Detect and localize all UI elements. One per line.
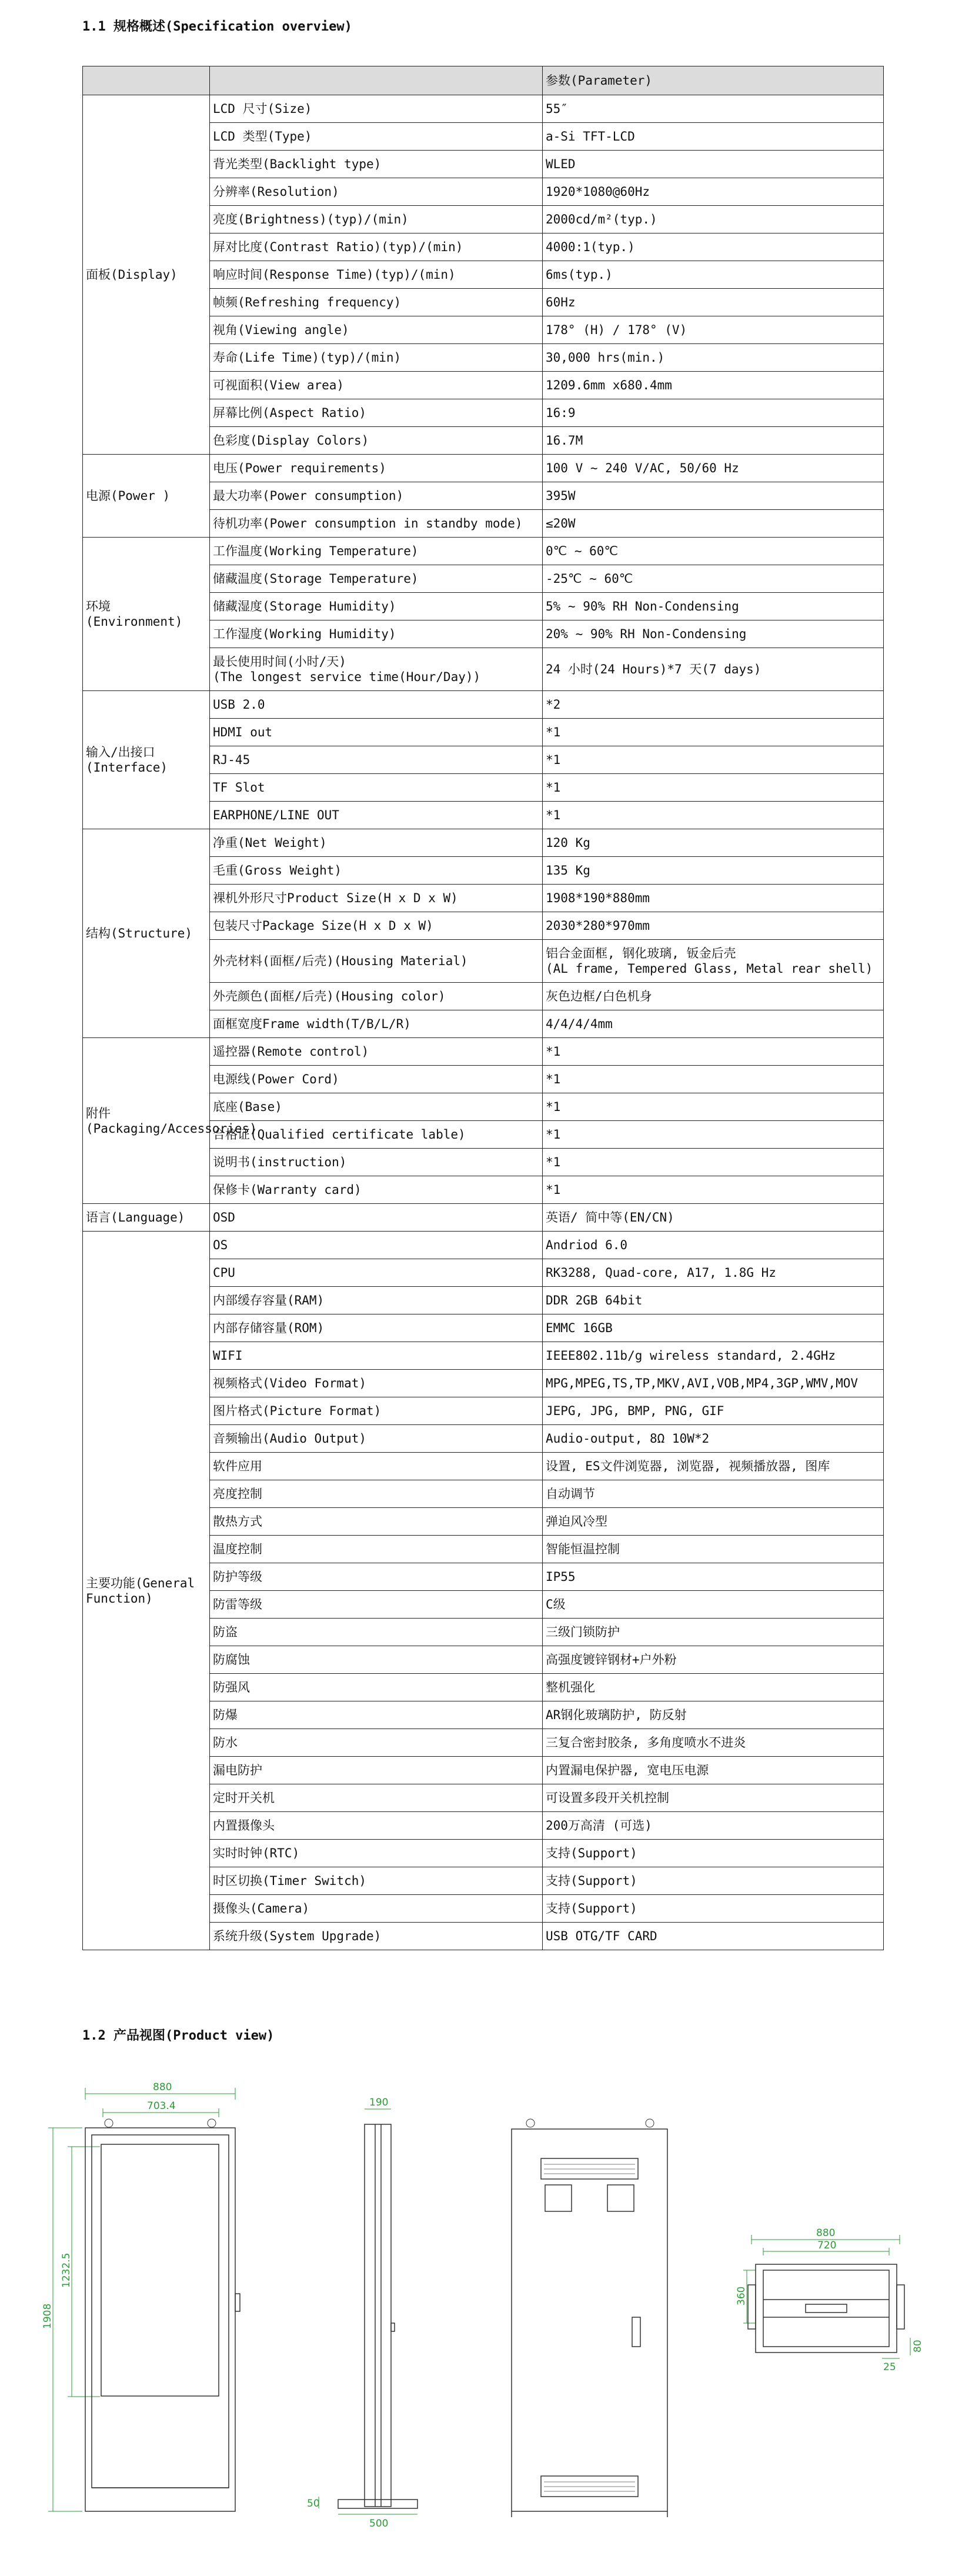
item-cell: 底座(Base) [210, 1093, 543, 1121]
value-cell: *1 [543, 746, 884, 774]
value-cell: 支持(Support) [543, 1895, 884, 1923]
item-cell: 内部缓存容量(RAM) [210, 1287, 543, 1314]
item-cell: CPU [210, 1259, 543, 1287]
value-cell: 铝合金面框, 钢化玻璃, 钣金后壳 (AL frame, Tempered Glass, Metal rear shell) [543, 940, 884, 983]
item-cell: 储藏温度(Storage Temperature) [210, 565, 543, 593]
item-cell: 说明书(instruction) [210, 1149, 543, 1176]
front-view-drawing [35, 2076, 259, 2523]
side-depth-label: 190 [369, 2097, 389, 2108]
item-cell: 可视面积(View area) [210, 372, 543, 399]
value-cell: 整机强化 [543, 1674, 884, 1701]
value-cell: 4/4/4/4mm [543, 1010, 884, 1038]
table-row [83, 455, 884, 482]
value-cell: 200万高清 (可选) [543, 1812, 884, 1840]
item-cell: HDMI out [210, 719, 543, 746]
item-cell: 时区切换(Timer Switch) [210, 1867, 543, 1895]
value-cell: 30,000 hrs(min.) [543, 344, 884, 372]
value-cell: 120 Kg [543, 829, 884, 857]
category-cell: 附件(Packaging/Accessories) [83, 1038, 210, 1204]
spec-table [82, 66, 884, 1950]
value-cell: *1 [543, 1176, 884, 1204]
item-cell: 内置摄像头 [210, 1812, 543, 1840]
value-cell: 5% ~ 90% RH Non-Condensing [543, 593, 884, 620]
item-cell: 帧频(Refreshing frequency) [210, 289, 543, 316]
item-cell: 外壳材料(面框/后壳)(Housing Material) [210, 940, 543, 983]
category-cell: 语言(Language) [83, 1204, 210, 1232]
item-cell: 屏幕比例(Aspect Ratio) [210, 399, 543, 427]
side-view-drawing [306, 2076, 435, 2530]
value-cell: *1 [543, 774, 884, 802]
item-cell: 视频格式(Video Format) [210, 1370, 543, 1397]
back-bolt-right [646, 2119, 654, 2127]
value-cell: 智能恒温控制 [543, 1536, 884, 1563]
item-cell: 寿命(Life Time)(typ)/(min) [210, 344, 543, 372]
header-cell [210, 66, 543, 95]
side-foot-label: 50 [307, 2498, 320, 2510]
item-cell: 裸机外形尺寸Product Size(H x D x W) [210, 885, 543, 912]
value-cell: *1 [543, 1093, 884, 1121]
front-inner-width-label: 703.4 [147, 2100, 176, 2112]
table-row [83, 1204, 884, 1232]
top-small1-label: 25 [883, 2361, 896, 2373]
value-cell: 20% ~ 90% RH Non-Condensing [543, 620, 884, 648]
section-1-title: 1.1 规格概述(Specification overview) [82, 19, 352, 34]
value-cell: 0℃ ~ 60℃ [543, 538, 884, 565]
back-bolt-left [526, 2119, 535, 2127]
item-cell: TF Slot [210, 774, 543, 802]
table-row [83, 829, 884, 857]
table-row [83, 1038, 884, 1066]
category-cell: 结构(Structure) [83, 829, 210, 1038]
value-cell: RK3288, Quad-core, A17, 1.8G Hz [543, 1259, 884, 1287]
item-cell: 摄像头(Camera) [210, 1895, 543, 1923]
header-cell [83, 66, 210, 95]
value-cell: *1 [543, 1038, 884, 1066]
item-cell: 工作温度(Working Temperature) [210, 538, 543, 565]
value-cell: 178° (H) / 178° (V) [543, 316, 884, 344]
item-cell: LCD 尺寸(Size) [210, 95, 543, 123]
item-cell: 电压(Power requirements) [210, 455, 543, 482]
item-cell: 防盗 [210, 1619, 543, 1646]
value-cell: 自动调节 [543, 1480, 884, 1508]
header-parameter: 参数(Parameter) [543, 66, 884, 95]
item-cell: 漏电防护 [210, 1757, 543, 1784]
value-cell: 55″ [543, 95, 884, 123]
item-cell: 视角(Viewing angle) [210, 316, 543, 344]
value-cell: JEPG, JPG, BMP, PNG, GIF [543, 1397, 884, 1425]
value-cell: 支持(Support) [543, 1867, 884, 1895]
top-width-label: 880 [816, 2227, 836, 2239]
item-cell: EARPHONE/LINE OUT [210, 802, 543, 829]
item-cell: 亮度(Brightness)(typ)/(min) [210, 206, 543, 233]
value-cell: *1 [543, 719, 884, 746]
category-cell: 环境(Environment) [83, 538, 210, 691]
category-cell: 输入/出接口(Interface) [83, 691, 210, 829]
item-cell: 色彩度(Display Colors) [210, 427, 543, 455]
value-cell: *2 [543, 691, 884, 719]
value-cell: 三复合密封胶条, 多角度喷水不进炎 [543, 1729, 884, 1757]
value-cell: *1 [543, 1121, 884, 1149]
item-cell: 背光类型(Backlight type) [210, 151, 543, 178]
item-cell: 储藏湿度(Storage Humidity) [210, 593, 543, 620]
item-cell: 工作湿度(Working Humidity) [210, 620, 543, 648]
value-cell: Andriod 6.0 [543, 1232, 884, 1259]
item-cell: OSD [210, 1204, 543, 1232]
value-cell: *1 [543, 1149, 884, 1176]
item-cell: 包装尺寸Package Size(H x D x W) [210, 912, 543, 940]
table-row [83, 1232, 884, 1259]
table-row [83, 691, 884, 719]
item-cell: 定时开关机 [210, 1784, 543, 1812]
value-cell: 内置漏电保护器, 宽电压电源 [543, 1757, 884, 1784]
item-cell: 面框宽度Frame width(T/B/L/R) [210, 1010, 543, 1038]
value-cell: 2030*280*970mm [543, 912, 884, 940]
front-screen-height-label: 1232.5 [61, 2253, 72, 2288]
table-row [83, 538, 884, 565]
value-cell: ≤20W [543, 510, 884, 538]
value-cell: 弹迫风冷型 [543, 1508, 884, 1536]
item-cell: 防雷等级 [210, 1591, 543, 1619]
side-base-label: 500 [369, 2518, 389, 2530]
item-cell: 合格证(Qualified certificate lable) [210, 1121, 543, 1149]
front-bolt-left [105, 2119, 113, 2127]
front-height-label: 1908 [42, 2303, 54, 2329]
item-cell: 待机功率(Power consumption in standby mode) [210, 510, 543, 538]
item-cell: 分辨率(Resolution) [210, 178, 543, 206]
value-cell: AR钢化玻璃防护, 防反射 [543, 1701, 884, 1729]
item-cell: 最大功率(Power consumption) [210, 482, 543, 510]
item-cell: 软件应用 [210, 1453, 543, 1480]
category-cell: 主要功能(General Function) [83, 1232, 210, 1950]
item-cell: 实时时钟(RTC) [210, 1840, 543, 1867]
value-cell: 60Hz [543, 289, 884, 316]
item-cell: 毛重(Gross Weight) [210, 857, 543, 885]
table-row [83, 95, 884, 123]
item-cell: WIFI [210, 1342, 543, 1370]
value-cell: 24 小时(24 Hours)*7 天(7 days) [543, 648, 884, 691]
value-cell: 灰色边框/白色机身 [543, 983, 884, 1010]
item-cell: 最长使用时间(小时/天) (The longest service time(Hour/Day)) [210, 648, 543, 691]
value-cell: IP55 [543, 1563, 884, 1591]
item-cell: 防水 [210, 1729, 543, 1757]
item-cell: USB 2.0 [210, 691, 543, 719]
value-cell: EMMC 16GB [543, 1314, 884, 1342]
table-header-row [83, 66, 884, 95]
value-cell: 1209.6mm x680.4mm [543, 372, 884, 399]
top-view-drawing [723, 2223, 935, 2388]
item-cell: 系统升级(System Upgrade) [210, 1923, 543, 1950]
item-cell: 内部存储容量(ROM) [210, 1314, 543, 1342]
top-depth-label: 360 [736, 2286, 747, 2305]
value-cell: IEEE802.11b/g wireless standard, 2.4GHz [543, 1342, 884, 1370]
item-cell: 防护等级 [210, 1563, 543, 1591]
value-cell: 2000cd/m²(typ.) [543, 206, 884, 233]
section-2-title: 1.2 产品视图(Product view) [82, 2028, 275, 2043]
item-cell: 遥控器(Remote control) [210, 1038, 543, 1066]
item-cell: 保修卡(Warranty card) [210, 1176, 543, 1204]
value-cell: 100 V ~ 240 V/AC, 50/60 Hz [543, 455, 884, 482]
front-bolt-right [208, 2119, 216, 2127]
item-cell: 防腐蚀 [210, 1646, 543, 1674]
value-cell: 设置, ES文件浏览器, 浏览器, 视频播放器, 图库 [543, 1453, 884, 1480]
item-cell: 温度控制 [210, 1536, 543, 1563]
value-cell: 1920*1080@60Hz [543, 178, 884, 206]
item-cell: 防强风 [210, 1674, 543, 1701]
item-cell: 亮度控制 [210, 1480, 543, 1508]
item-cell: 散热方式 [210, 1508, 543, 1536]
item-cell: LCD 类型(Type) [210, 123, 543, 151]
item-cell: OS [210, 1232, 543, 1259]
value-cell: -25℃ ~ 60℃ [543, 565, 884, 593]
value-cell: 395W [543, 482, 884, 510]
value-cell: 支持(Support) [543, 1840, 884, 1867]
value-cell: USB OTG/TF CARD [543, 1923, 884, 1950]
value-cell: 1908*190*880mm [543, 885, 884, 912]
value-cell: Audio-output, 8Ω 10W*2 [543, 1425, 884, 1453]
value-cell: 高强度镀锌钢材+户外粉 [543, 1646, 884, 1674]
value-cell: 6ms(typ.) [543, 261, 884, 289]
value-cell: MPG,MPEG,TS,TP,MKV,AVI,VOB,MP4,3GP,WMV,MOV [543, 1370, 884, 1397]
value-cell: 16.7M [543, 427, 884, 455]
item-cell: 电源线(Power Cord) [210, 1066, 543, 1093]
item-cell: 屏对比度(Contrast Ratio)(typ)/(min) [210, 233, 543, 261]
value-cell: 135 Kg [543, 857, 884, 885]
value-cell: 三级门锁防护 [543, 1619, 884, 1646]
value-cell: 4000:1(typ.) [543, 233, 884, 261]
value-cell: WLED [543, 151, 884, 178]
value-cell: 可设置多段开关机控制 [543, 1784, 884, 1812]
item-cell: 图片格式(Picture Format) [210, 1397, 543, 1425]
item-cell: 净重(Net Weight) [210, 829, 543, 857]
back-view-drawing [500, 2076, 688, 2523]
top-inner-label: 720 [817, 2240, 837, 2251]
item-cell: 外壳颜色(面框/后壳)(Housing color) [210, 983, 543, 1010]
value-cell: *1 [543, 802, 884, 829]
value-cell: C级 [543, 1591, 884, 1619]
value-cell: a-Si TFT-LCD [543, 123, 884, 151]
item-cell: 响应时间(Response Time)(typ)/(min) [210, 261, 543, 289]
category-cell: 面板(Display) [83, 95, 210, 455]
item-cell: RJ-45 [210, 746, 543, 774]
front-width-label: 880 [153, 2081, 172, 2093]
value-cell: 英语/ 简中等(EN/CN) [543, 1204, 884, 1232]
category-cell: 电源(Power ) [83, 455, 210, 538]
item-cell: 音频输出(Audio Output) [210, 1425, 543, 1453]
value-cell: 16:9 [543, 399, 884, 427]
value-cell: *1 [543, 1066, 884, 1093]
top-small2-label: 80 [912, 2340, 924, 2353]
value-cell: DDR 2GB 64bit [543, 1287, 884, 1314]
item-cell: 防爆 [210, 1701, 543, 1729]
